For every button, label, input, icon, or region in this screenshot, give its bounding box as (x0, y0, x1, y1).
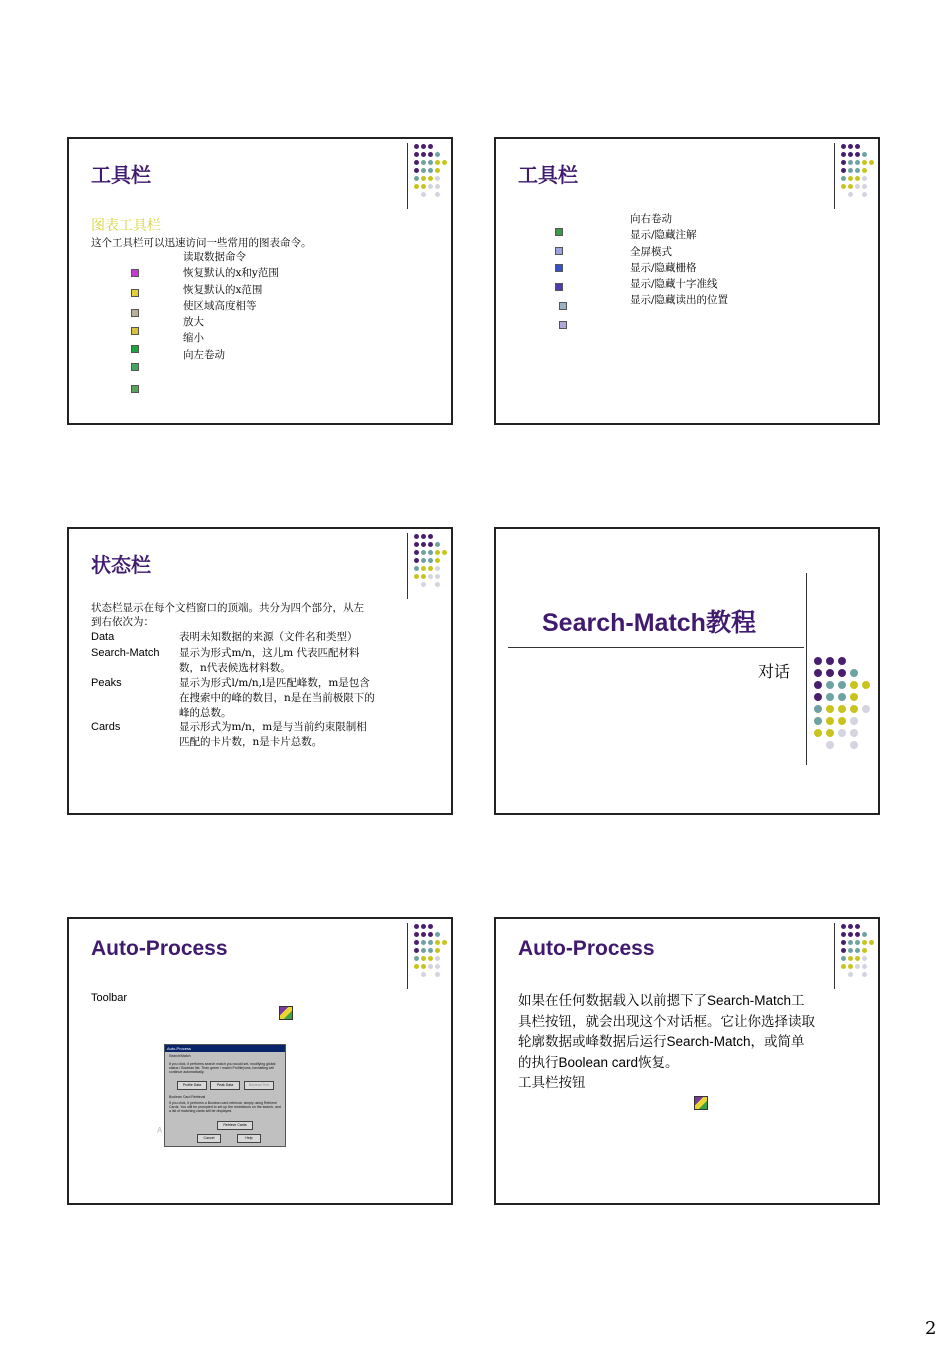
list-item: 显示/隐藏读出的位置 (630, 294, 729, 307)
slide-subtitle: 图表工具栏 (91, 218, 161, 234)
list-item: 读取数据命令 (183, 251, 246, 263)
auto-process-description: 如果在任何数据载入以前摁下了Search-Match工具栏按钮，就会出现这个对话框。它让你选择读取轮廓数据或峰数据后运行Search-Match，或简单的执行Boolean card恢复。 工具栏按钮 (518, 993, 815, 1091)
cancel-button: Cancel (197, 1134, 221, 1143)
status-def-data: 表明未知数据的来源（文件名和类型） (179, 631, 358, 643)
dot-pattern-decor (841, 923, 880, 979)
list-item: 缩小 (183, 332, 204, 345)
list-item: 显示/隐藏栅格 (630, 261, 697, 274)
dialog-section-heading: Boolean Card Retrieval (169, 1095, 206, 1099)
restore-x-icon (131, 309, 139, 317)
list-item: 显示/隐藏注解 (630, 229, 697, 242)
toolbar-command-list (183, 249, 279, 363)
list-item: 向右卷动 (630, 213, 672, 225)
decor-line (407, 923, 408, 989)
slide-title: 状态栏 (91, 553, 151, 577)
toolbar-button-caption: 工具栏按钮 (518, 1075, 586, 1091)
slide-title: 工具栏 (91, 163, 151, 187)
slide-toolbar-2 (494, 137, 880, 425)
list-item: 恢复默认的x范围 (183, 283, 263, 296)
slide-title: Auto-Process (91, 937, 228, 960)
list-item: 全屏模式 (630, 245, 672, 258)
dot-pattern-decor (841, 143, 880, 199)
slide-search-match-tutorial (494, 527, 880, 815)
fullscreen-icon (555, 264, 563, 272)
status-term-data: Data (91, 631, 115, 643)
auto-process-toolbar-icon (694, 1096, 708, 1110)
faint-label: A (157, 1126, 163, 1135)
list-item: 显示/隐藏十字准线 (630, 278, 718, 291)
retrieve-cards-button: Retrieve Cards (217, 1121, 253, 1130)
read-data-icon (131, 269, 139, 277)
decor-vertical-line (806, 573, 807, 765)
slide-description: 这个工具栏可以迅速访问一些常用的图表命令。 (91, 237, 312, 249)
list-item: 向左卷动 (183, 348, 225, 361)
slide-title: 工具栏 (518, 163, 578, 187)
dot-pattern-decor (814, 655, 874, 751)
dot-pattern-decor (414, 143, 453, 199)
page-number: 2 (925, 1318, 937, 1339)
slide-auto-process-2 (494, 917, 880, 1205)
annotation-icon (555, 247, 563, 255)
scroll-right-icon (555, 228, 563, 236)
status-term-search-match: Search-Match (91, 647, 160, 659)
status-def-peaks: 显示为形式l/m/n,l是匹配峰数，m是包含在搜索中的峰的数目，n是在当前极限下的峰的总数。 (179, 677, 375, 719)
restore-xy-icon (131, 289, 139, 297)
toolbar-label: Toolbar (91, 992, 128, 1004)
tutorial-subtitle: 对话 (758, 662, 791, 681)
dialog-text: If you click, it performs search match you would set, modifying global status / Boolean list. Then green / match Profile(runs, formatting will continue automatically. (169, 1062, 276, 1074)
peak-data-button: Peak Data (210, 1081, 240, 1090)
slide-auto-process-1 (67, 917, 453, 1205)
boolean-test-button: Boolean Test (244, 1081, 274, 1090)
status-def-search-match: 显示为形式m/n，这儿m 代表匹配材料数，n代表候选材料数。 (179, 647, 360, 674)
toolbar-command-list (630, 211, 728, 309)
decor-line (834, 143, 835, 209)
slide-toolbar-1 (67, 137, 453, 425)
crosshair-icon (559, 302, 567, 310)
zoom-out-icon (131, 363, 139, 371)
dialog-section-heading: Search/Match (169, 1054, 191, 1058)
slide-statusbar (67, 527, 453, 815)
status-term-cards: Cards (91, 721, 121, 733)
status-term-peaks: Peaks (91, 677, 122, 689)
statusbar-intro: 状态栏显示在每个文档窗口的顶端。共分为四个部分，从左到右依次为： (91, 602, 364, 628)
decor-line (407, 143, 408, 209)
decor-line (407, 533, 408, 599)
profile-data-button: Profile Data (177, 1081, 207, 1090)
dialog-title: Auto-Process (165, 1045, 285, 1052)
dot-pattern-decor (414, 533, 453, 589)
readout-position-icon (559, 321, 567, 329)
decor-line (834, 923, 835, 989)
grid-icon (555, 283, 563, 291)
help-button: Help (237, 1134, 261, 1143)
tutorial-title: Search-Match教程 (542, 609, 756, 637)
decor-horizontal-line (508, 647, 804, 648)
list-item: 使区域高度相等 (183, 299, 257, 312)
dialog-text: If you click, it performs a Boolean card retrieval, simply using Retrieve Cards. You still be prompted to set up the restrictions on the search, and a list of matching cards will be displayed. (169, 1101, 281, 1113)
equal-height-icon (131, 327, 139, 335)
scroll-left-icon (131, 385, 139, 393)
auto-process-toolbar-icon (279, 1006, 293, 1020)
list-item: 放大 (183, 316, 204, 329)
dot-pattern-decor (414, 923, 453, 979)
slide-title: Auto-Process (518, 937, 655, 960)
zoom-in-icon (131, 345, 139, 353)
list-item: 恢复默认的x和y范围 (183, 267, 279, 280)
status-def-cards: 显示形式为m/n，m是与当前约束限制相匹配的卡片数，n是卡片总数。 (179, 721, 367, 748)
auto-process-dialog-screenshot (164, 1044, 286, 1147)
